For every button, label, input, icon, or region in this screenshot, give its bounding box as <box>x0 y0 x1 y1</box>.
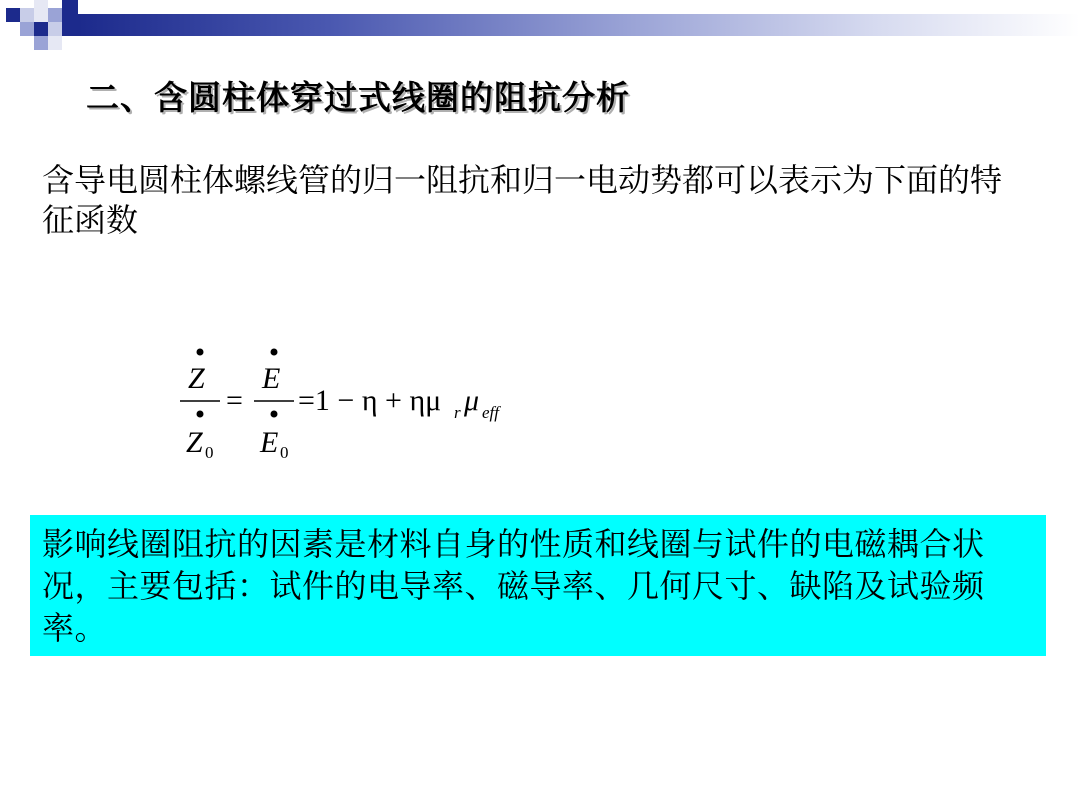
decor-square <box>34 22 48 36</box>
formula-sub-eff: eff <box>482 403 499 422</box>
decor-square <box>62 0 78 36</box>
formula-equals: = <box>226 384 243 417</box>
formula-rhs: =1 − η + ημ <box>298 384 442 417</box>
title-bar-decoration <box>78 14 1080 36</box>
dot-accent <box>271 411 278 418</box>
intro-paragraph: 含导电圆柱体螺线管的归一阻抗和归一电动势都可以表示为下面的特征函数 <box>42 161 1003 239</box>
formula-den-e: E <box>260 426 279 459</box>
formula-den-e-sub: 0 <box>280 443 289 462</box>
formula-num-z: Z <box>188 362 205 395</box>
slide-title: 二、含圆柱体穿过式线圈的阻抗分析 <box>86 78 630 117</box>
decor-square <box>34 36 48 50</box>
decor-square <box>34 0 48 22</box>
impedance-formula <box>174 340 534 470</box>
dot-accent <box>197 411 204 418</box>
formula-den-z-sub: 0 <box>205 443 214 462</box>
decor-square <box>48 36 62 50</box>
decor-square <box>6 8 20 22</box>
formula-sub-r: r <box>454 403 461 422</box>
decor-square <box>20 8 34 22</box>
decor-square <box>48 8 62 22</box>
key-factors-box <box>30 515 1046 656</box>
decor-square <box>20 22 34 36</box>
decor-square <box>48 22 62 36</box>
formula-den-z: Z <box>186 426 203 459</box>
key-factors-text: 影响线圈阻抗的因素是材料自身的性质和线圈与试件的电磁耦合状况，主要包括：试件的电导率、磁导率、几何尺寸、缺陷及试验频率。 <box>42 525 985 647</box>
dot-accent <box>197 349 204 356</box>
formula-mu-eff: μ <box>464 384 480 417</box>
formula-num-e: E <box>262 362 281 395</box>
dot-accent <box>271 349 278 356</box>
